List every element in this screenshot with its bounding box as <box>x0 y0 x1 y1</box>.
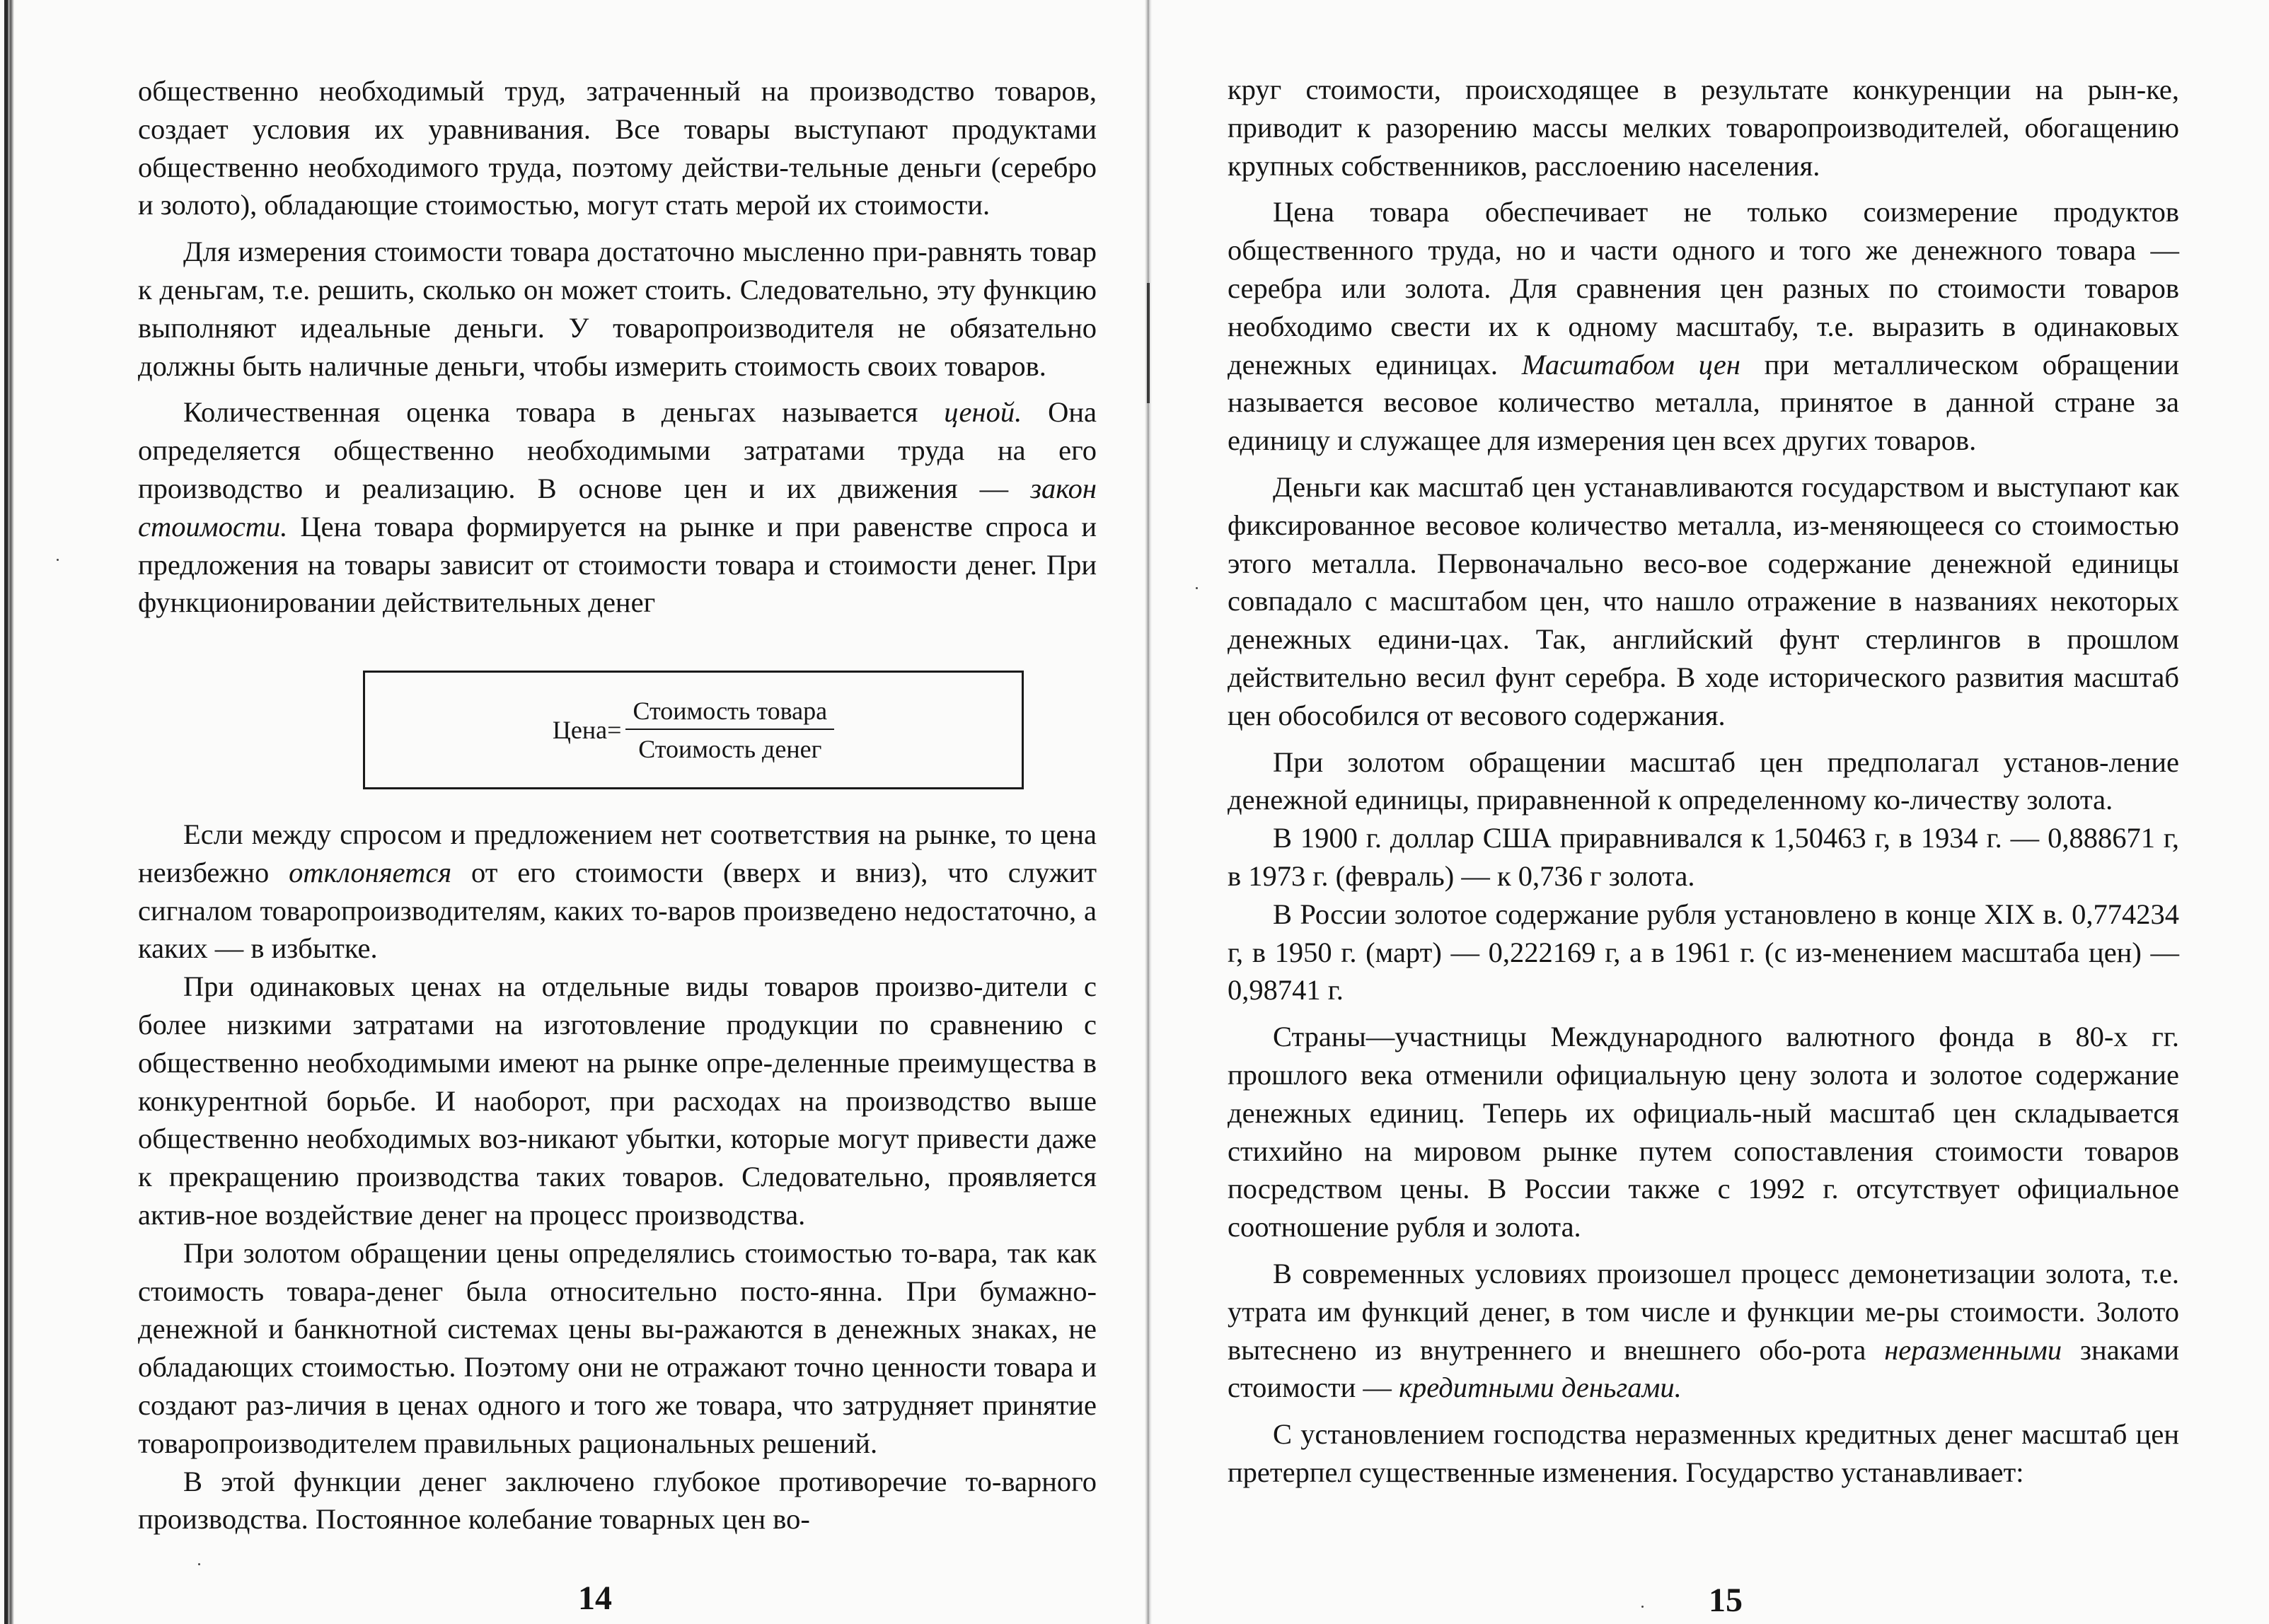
formula-numerator: Стоимость товара <box>625 696 834 730</box>
paragraph: В этой функции денег заключено глубокое противоречие то-варного производства. Постоянное колебание товарных цен во- <box>138 1465 1097 1536</box>
book-gutter <box>1145 0 1152 1624</box>
paragraph: Деньги как масштаб цен устанавливаются государством и выступают как фиксированное весовое количество металла, из-меняющееся со стоимостью этого металла. Первоначально весо-вое содержание денежной единицы совпадало с масштабом цен, что нашло отражение в названиях некоторых денежных едини-цах. Так, английский фунт стерлингов в прошлом действительно весил фунт серебра. В ходе исторического развития масштаб цен обособился от весового содержания. <box>1228 470 2180 731</box>
paragraph: круг стоимости, происходящее в результате конкуренции на рын-ке, приводит к разорению массы мелких товаропроизводителей, обогащению крупных собственников, расслоению населения. <box>1228 74 2179 182</box>
book-edge <box>4 0 14 1624</box>
paragraph: При золотом обращении цены определялись стоимостью то-вара, так как стоимость товара-денег была относительно посто-янна. При бумажно-денежной и банкнотной системах цены вы-ражаются в денежных знаках, не обладающих стоимостью. Поэтому они не отражают точно ценности товара и создают раз-личия в ценах одного и того же товара, что затрудняет принятие товаропроизводителем правильных рациональных решений. <box>138 1236 1097 1459</box>
price-formula <box>553 696 834 764</box>
right-text-block <box>1228 71 2179 1492</box>
left-text-block-top <box>138 72 1097 622</box>
gutter-shadow <box>1147 283 1150 403</box>
paragraph: Для измерения стоимости товара достаточно мысленно при-равнять товар к деньгам, т.е. решить, сколько он может стоить. Следовательно, эту функцию выполняют идеальные деньги. У товаропроизводителя не обязательно должны быть наличные деньги, чтобы измерить стоимость своих товаров. <box>138 236 1097 382</box>
page-14 <box>138 0 1097 1624</box>
price-formula-box <box>363 671 1024 789</box>
scan-speck <box>1196 587 1198 589</box>
paragraph: Цена товара обеспечивает не только соизмерение продуктов общественного труда, но и части одного и того же денежного товара — серебра или золота. Для сравнения цен разных по стоимости товаров необходимо свести их к одному масштабу, т.е. выразить в одинаковых денежных единицах. Масштабом цен при металлическом обращении называется весовое количество металла, принятое в данной стране за единицу и служащее для измерения цен всех других товаров. <box>1228 196 2179 457</box>
paragraph: В 1900 г. доллар США приравнивался к 1,50463 г, в 1934 г. — 0,888671 г, в 1973 г. (февраль) — к 0,736 г золота. <box>1228 822 2180 892</box>
paragraph: При одинаковых ценах на отдельные виды товаров произво-дители с более низкими затратами на изготовление продукции по сравнению с общественно необходимыми имеют на рынке опре-деленные преимущества в конкурентной борьбе. И наоборот, при расходах на производство выше общественно необходимых воз-никают убытки, которые могут привести даже к прекращению производства таких товаров. Следовательно, проявляется актив-ное воздействие денег на процесс производства. <box>138 970 1097 1231</box>
paragraph: Количественная оценка товара в деньгах называется ценой. Она определяется общественно необходимыми затратами труда на его производство и реализацию. В основе цен и их движения — закон стоимости. Цена товара формируется на рынке и при равенстве спроса и предложения на товары зависит от стоимости товара и стоимости денег. При функционировании действительных денег <box>138 396 1097 619</box>
page-number: 14 <box>578 1579 612 1617</box>
page-number: 15 <box>1709 1582 1743 1619</box>
left-text-block-bottom <box>138 816 1097 1538</box>
page-15 <box>1228 0 2179 1624</box>
paragraph: Страны—участницы Международного валютного фонда в 80-х гг. прошлого века отменили официальную цену золота и золотое содержание денежных единиц. Теперь их официаль-ный масштаб цен складывается стихийно на мировом рынке путем сопоставления стоимости товаров посредством цены. В России также с 1992 г. отсутствует официальное соотношение рубля и золота. <box>1228 1021 2180 1243</box>
formula-denominator: Стоимость денег <box>638 735 822 763</box>
paragraph: При золотом обращении масштаб цен предполагал установ-ление денежной единицы, приравненной к определенному ко-личеству золота. <box>1228 746 2179 816</box>
scan-speck <box>1641 1606 1644 1608</box>
scan-speck <box>57 559 59 561</box>
paragraph: В современных условиях произошел процесс демонетизации золота, т.е. утрата им функций денег, в том числе и функции ме-ры стоимости. Золото вытеснено из внутреннего и внешнего обо-рота неразменными знаками стоимости — кредитными деньгами. <box>1228 1257 2180 1404</box>
paragraph: Если между спросом и предложением нет соответствия на рынке, то цена неизбежно отклоняется от его стоимости (вверх и вниз), что служит сигналом товаропроизводителям, каких то-варов произведено недостаточно, а каких — в избытке. <box>138 818 1097 965</box>
paragraph: общественно необходимый труд, затраченный на производство товаров, создает условия их уравнивания. Все товары выступают продуктами общественно необходимого труда, поэтому действи-тельные деньги (серебро и золото), обладающие стоимостью, могут стать мерой их стоимости. <box>138 75 1097 221</box>
formula-lhs: Цена= <box>552 716 622 744</box>
scan-speck <box>198 1563 200 1565</box>
formula-fraction <box>625 696 834 764</box>
paragraph: С установлением господства неразменных кредитных денег масштаб цен претерпел существенные изменения. Государство устанавливает: <box>1228 1418 2179 1488</box>
paragraph: В России золотое содержание рубля установлено в конце XIX в. 0,774234 г, в 1950 г. (март) — 0,222169 г, а в 1961 г. (с из-менением масштаба цен) — 0,98741 г. <box>1228 898 2179 1007</box>
